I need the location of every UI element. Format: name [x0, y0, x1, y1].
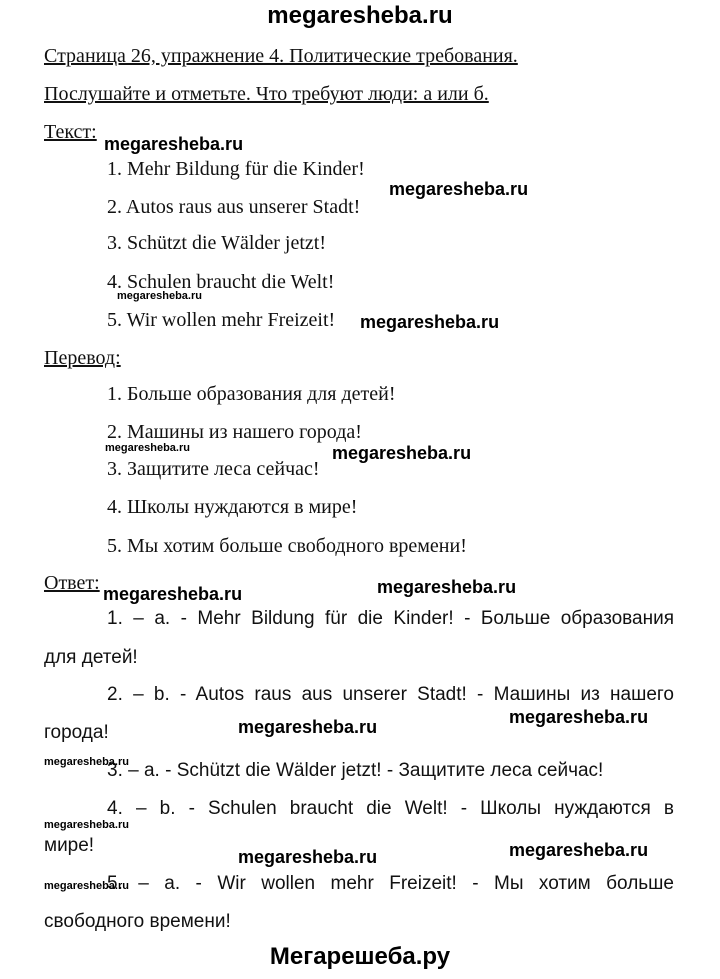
- watermark: megaresheba.ru: [332, 443, 472, 463]
- text-item: 2. Autos raus aus unserer Stadt!: [107, 196, 361, 218]
- exercise-instruction: Послушайте и отметьте. Что требуют люди: а или б.: [44, 83, 489, 105]
- exercise-title: Страница 26, упражнение 4. Политические требования.: [44, 45, 518, 67]
- watermark: megaresheba.ru: [44, 819, 129, 831]
- answer-label: Ответ:: [44, 572, 100, 594]
- text-item: 3. Schützt die Wälder jetzt!: [107, 232, 326, 254]
- text-item: 1. Mehr Bildung für die Kinder!: [107, 158, 365, 180]
- top-watermark: megaresheba.ru: [267, 2, 453, 29]
- watermark: megaresheba.ru: [103, 584, 243, 604]
- answer-1-line-2: для детей!: [44, 647, 138, 668]
- watermark: megaresheba.ru: [509, 707, 649, 727]
- translation-item: 4. Школы нуждаются в мире!: [107, 496, 358, 518]
- answer-4-line-1: 4. – b. - Schulen braucht die Welt! - Школы нуждаются в: [107, 798, 674, 819]
- answer-5-line-2: свободного времени!: [44, 911, 231, 932]
- translation-item: 2. Машины из нашего города!: [107, 421, 362, 443]
- watermark: megaresheba.ru: [105, 442, 190, 454]
- watermark: megaresheba.ru: [44, 756, 129, 768]
- watermark: megaresheba.ru: [377, 577, 517, 597]
- watermark: megaresheba.ru: [117, 290, 202, 302]
- answer-5-line-1: 5. – a. - Wir wollen mehr Freizeit! - Мы хотим больше: [107, 873, 674, 894]
- translation-item: 5. Мы хотим больше свободного времени!: [107, 535, 467, 557]
- watermark: megaresheba.ru: [44, 880, 129, 892]
- watermark: megaresheba.ru: [389, 179, 529, 199]
- answer-4-line-2: мире!: [44, 835, 95, 856]
- text-label: Текст:: [44, 121, 97, 143]
- text-item: 4. Schulen braucht die Welt!: [107, 271, 335, 293]
- translation-item: 1. Больше образования для детей!: [107, 383, 396, 405]
- watermark: megaresheba.ru: [238, 847, 378, 867]
- answer-3-line-1: 3. – a. - Schützt die Wälder jetzt! - Защитите леса сейчас!: [107, 760, 604, 781]
- watermark: megaresheba.ru: [104, 134, 244, 154]
- text-item: 5. Wir wollen mehr Freizeit!: [107, 309, 336, 331]
- watermark: megaresheba.ru: [509, 840, 649, 860]
- translation-item: 3. Защитите леса сейчас!: [107, 458, 320, 480]
- bottom-watermark: Мегарешеба.ру: [269, 943, 451, 970]
- watermark: megaresheba.ru: [238, 717, 378, 737]
- answer-2-line-1: 2. – b. - Autos raus aus unserer Stadt! - Машины из нашего: [107, 684, 674, 705]
- answer-1-line-1: 1. – a. - Mehr Bildung für die Kinder! - Больше образования: [107, 608, 674, 629]
- answer-2-line-2: города!: [44, 722, 109, 743]
- watermark: megaresheba.ru: [360, 312, 500, 332]
- translation-label: Перевод:: [44, 347, 121, 369]
